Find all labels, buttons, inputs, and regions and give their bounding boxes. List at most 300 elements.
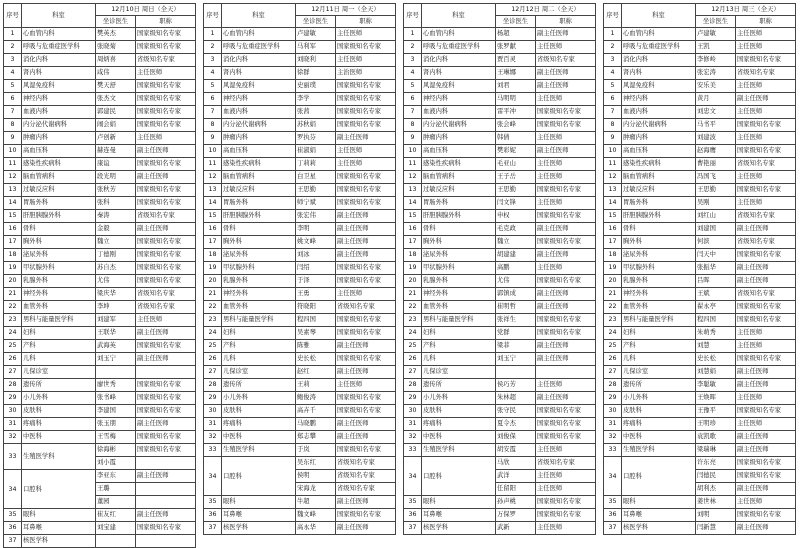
department-name: 儿保诊室 xyxy=(222,366,296,379)
department-name: 小儿外科 xyxy=(422,392,496,405)
doctor-name: 张书峰 xyxy=(96,392,136,405)
doctor-title: 副主任医师 xyxy=(136,353,196,366)
doctor-name: 赫连曼 xyxy=(96,145,136,158)
department-name: 胃肠外科 xyxy=(22,197,96,210)
table-row xyxy=(204,509,396,522)
doctor-title: 省级知名专家 xyxy=(536,457,596,470)
table-row xyxy=(604,327,796,340)
doctor-title: 国家级知名专家 xyxy=(336,80,396,93)
department-name: 心血管内科 xyxy=(422,28,496,41)
department-name: 眼科 xyxy=(622,496,696,509)
department-name: 儿保诊室 xyxy=(22,366,96,379)
doctor-name: 张振华 xyxy=(696,262,736,275)
table-row xyxy=(604,353,796,366)
doctor-name: 张晓菊 xyxy=(96,41,136,54)
table-row xyxy=(204,28,396,41)
doctor-title: 副主任医师 xyxy=(336,340,396,353)
doctor-name: 李建国 xyxy=(96,405,136,418)
table-row xyxy=(4,379,196,392)
table-row xyxy=(404,210,596,223)
doctor-name: 曹艳丽 xyxy=(696,158,736,171)
row-number: 12 xyxy=(604,171,622,184)
doctor-title: 国家级知名专家 xyxy=(336,314,396,327)
doctor-title: 主任医师 xyxy=(536,93,596,106)
table-row xyxy=(404,301,596,314)
row-number: 35 xyxy=(404,496,422,509)
doctor-name: 王斌 xyxy=(696,288,736,301)
doctor-name: 魏立 xyxy=(96,236,136,249)
department-name: 儿科 xyxy=(622,353,696,366)
department-name: 耳鼻喉 xyxy=(622,509,696,522)
doctor-name: 张杰文 xyxy=(96,93,136,106)
row-number: 23 xyxy=(404,314,422,327)
table-row xyxy=(404,67,596,80)
department-name: 肿瘤内科 xyxy=(622,132,696,145)
department-name: 骨科 xyxy=(222,223,296,236)
doctor-title: 省级知名专家 xyxy=(136,288,196,301)
doctor-name: 张祥生 xyxy=(496,314,536,327)
doctor-title: 国家级知名专家 xyxy=(736,301,796,314)
doctor-name: 朱林超 xyxy=(496,392,536,405)
row-number: 5 xyxy=(204,80,222,93)
department-name: 核医学科 xyxy=(622,522,696,535)
row-number: 9 xyxy=(404,132,422,145)
header-dept: 科室 xyxy=(422,4,496,28)
doctor-name: 李明 xyxy=(296,223,336,236)
department-name: 肾内科 xyxy=(222,67,296,80)
doctor-name: 周炳喜 xyxy=(96,54,136,67)
row-number: 20 xyxy=(404,275,422,288)
doctor-title: 主任医师 xyxy=(536,197,596,210)
department-name: 产科 xyxy=(22,340,96,353)
doctor-name: 卢建敏 xyxy=(296,28,336,41)
department-name: 中医科 xyxy=(22,431,96,444)
department-name: 内分泌代谢病科 xyxy=(22,119,96,132)
doctor-title: 主任医师 xyxy=(536,444,596,457)
row-number: 17 xyxy=(404,236,422,249)
doctor-name: 王联华 xyxy=(96,327,136,340)
doctor-name: 史长松 xyxy=(696,353,736,366)
doctor-name: 刘玉宁 xyxy=(496,353,536,366)
doctor-title: 副主任医师 xyxy=(536,67,596,80)
row-number: 3 xyxy=(204,54,222,67)
doctor-title: 主任医师 xyxy=(536,522,596,535)
doctor-title: 主任医师 xyxy=(736,496,796,509)
doctor-name: 程四国 xyxy=(696,314,736,327)
table-row xyxy=(604,522,796,535)
doctor-name: 胡建建 xyxy=(496,249,536,262)
doctor-title: 国家级知名专家 xyxy=(336,119,396,132)
doctor-title: 主任医师 xyxy=(136,314,196,327)
department-name: 核医学科 xyxy=(222,522,296,535)
row-number: 16 xyxy=(404,223,422,236)
table-row xyxy=(4,405,196,418)
header-dept: 科室 xyxy=(622,4,696,28)
doctor-title: 国家级知名专家 xyxy=(136,93,196,106)
doctor-title: 国家级知名专家 xyxy=(136,379,196,392)
department-name: 骨科 xyxy=(622,223,696,236)
row-number: 5 xyxy=(604,80,622,93)
doctor-title: 副主任医师 xyxy=(136,327,196,340)
table-row xyxy=(204,67,396,80)
department-name: 泌尿外科 xyxy=(22,249,96,262)
table-row xyxy=(604,158,796,171)
row-number: 3 xyxy=(404,54,422,67)
department-name: 血管外科 xyxy=(222,301,296,314)
doctor-name: 刘小霞 xyxy=(96,457,136,470)
doctor-name: 王豫平 xyxy=(696,405,736,418)
table-row xyxy=(204,431,396,444)
department-name: 儿保诊室 xyxy=(422,366,496,379)
row-number: 36 xyxy=(404,509,422,522)
department-name: 感染性疾病科 xyxy=(22,158,96,171)
doctor-title: 省级知名专家 xyxy=(136,301,196,314)
table-row xyxy=(4,171,196,184)
doctor-title: 国家级知名专家 xyxy=(336,405,396,418)
row-number: 26 xyxy=(204,353,222,366)
row-number: 32 xyxy=(204,431,222,444)
doctor-title: 国家级知名专家 xyxy=(736,54,796,67)
department-name: 男科与能量医学科 xyxy=(22,314,96,327)
row-number: 18 xyxy=(4,249,22,262)
table-row xyxy=(604,301,796,314)
row-number: 8 xyxy=(604,119,622,132)
row-number: 20 xyxy=(604,275,622,288)
doctor-title: 国家级知名专家 xyxy=(136,106,196,119)
row-number: 33 xyxy=(404,444,422,457)
department-name: 呼吸与危重症医学科 xyxy=(422,41,496,54)
doctor-name: 刘明 xyxy=(696,509,736,522)
department-name: 核医学科 xyxy=(422,522,496,535)
row-number: 30 xyxy=(204,405,222,418)
doctor-name: 梁菲 xyxy=(496,340,536,353)
row-number: 1 xyxy=(204,28,222,41)
table-row xyxy=(204,366,396,379)
doctor-name: 袁凯歌 xyxy=(696,431,736,444)
doctor-name: 牛超 xyxy=(296,496,336,509)
department-name: 内分泌代谢病科 xyxy=(222,119,296,132)
table-row xyxy=(604,145,796,158)
doctor-title: 国家级知名专家 xyxy=(136,80,196,93)
doctor-name: 罗执芬 xyxy=(296,132,336,145)
department-name: 乳腺外科 xyxy=(422,275,496,288)
table-row xyxy=(204,275,396,288)
table-row xyxy=(4,522,196,535)
row-number: 10 xyxy=(4,145,22,158)
row-number: 20 xyxy=(204,275,222,288)
doctor-title: 副主任医师 xyxy=(736,262,796,275)
doctor-name: 段光明 xyxy=(96,171,136,184)
doctor-name: 樊英杰 xyxy=(96,28,136,41)
schedule-day-2 xyxy=(203,3,396,535)
header-doctor: 坐诊医生 xyxy=(96,16,136,28)
row-number: 28 xyxy=(404,379,422,392)
department-name: 产科 xyxy=(622,340,696,353)
table-row xyxy=(4,54,196,67)
doctor-name: 卢建敏 xyxy=(696,28,736,41)
doctor-name: 翟永亭 xyxy=(696,301,736,314)
department-name: 血管外科 xyxy=(422,301,496,314)
department-name: 中医科 xyxy=(622,431,696,444)
row-number: 22 xyxy=(404,301,422,314)
doctor-name: 王思勤 xyxy=(296,184,336,197)
department-name: 妇科 xyxy=(622,327,696,340)
doctor-title: 国家级知名专家 xyxy=(736,314,796,327)
doctor-name: 何滨 xyxy=(696,236,736,249)
doctor-title: 国家级知名专家 xyxy=(536,314,596,327)
table-row xyxy=(404,366,596,379)
table-row xyxy=(404,54,596,67)
doctor-title: 主任医师 xyxy=(536,470,596,483)
table-row xyxy=(604,106,796,119)
department-name: 肾内科 xyxy=(622,67,696,80)
doctor-title xyxy=(136,366,196,379)
table-row xyxy=(4,67,196,80)
doctor-name: 王勇 xyxy=(296,288,336,301)
department-name: 骨科 xyxy=(422,223,496,236)
department-name: 内分泌代谢病科 xyxy=(422,119,496,132)
doctor-title: 主任医师 xyxy=(336,379,396,392)
header-title: 职称 xyxy=(336,16,396,28)
department-name: 遗传所 xyxy=(422,379,496,392)
row-number: 25 xyxy=(204,340,222,353)
row-number: 23 xyxy=(204,314,222,327)
table-row xyxy=(404,496,596,509)
doctor-title: 主任医师 xyxy=(736,28,796,41)
department-name: 中医科 xyxy=(222,431,296,444)
row-number: 17 xyxy=(4,236,22,249)
doctor-name: 安乐美 xyxy=(696,80,736,93)
doctor-title xyxy=(536,366,596,379)
doctor-name: 卢创新 xyxy=(96,132,136,145)
table-row xyxy=(4,275,196,288)
row-number: 5 xyxy=(4,80,22,93)
doctor-name: 王思勤 xyxy=(696,184,736,197)
row-number: 10 xyxy=(404,145,422,158)
doctor-name: 王明珍 xyxy=(696,418,736,431)
doctor-name: 张秋芳 xyxy=(96,184,136,197)
header-no: 序号 xyxy=(204,4,222,28)
department-name: 心血管内科 xyxy=(622,28,696,41)
row-number: 11 xyxy=(604,158,622,171)
doctor-title: 副主任医师 xyxy=(136,418,196,431)
table-row xyxy=(604,171,796,184)
doctor-name: 白卫星 xyxy=(296,171,336,184)
row-number: 2 xyxy=(4,41,22,54)
doctor-title: 国家级知名专家 xyxy=(536,405,596,418)
department-name: 血液内科 xyxy=(22,106,96,119)
doctor-name: 金毅 xyxy=(96,223,136,236)
department-name: 肝胆胰腺外科 xyxy=(22,210,96,223)
doctor-title: 国家级知名专家 xyxy=(536,210,596,223)
department-name: 泌尿外科 xyxy=(422,249,496,262)
doctor-name: 王思勤 xyxy=(496,184,536,197)
table-row xyxy=(604,288,796,301)
department-name: 内分泌代谢病科 xyxy=(622,119,696,132)
doctor-name: 黄月 xyxy=(696,93,736,106)
row-number: 11 xyxy=(404,158,422,171)
table-row xyxy=(4,535,196,548)
doctor-name: 许东亮 xyxy=(696,457,736,470)
doctor-name: 杨超 xyxy=(496,28,536,41)
row-number: 35 xyxy=(4,509,22,522)
doctor-name: 张罗献 xyxy=(496,41,536,54)
header-no: 序号 xyxy=(604,4,622,28)
doctor-title: 国家级知名专家 xyxy=(736,145,796,158)
doctor-name: 咸伟 xyxy=(96,67,136,80)
doctor-title: 副主任医师 xyxy=(536,249,596,262)
row-number: 36 xyxy=(4,522,22,535)
row-number: 15 xyxy=(604,210,622,223)
schedule-table xyxy=(603,3,796,535)
row-number: 7 xyxy=(4,106,22,119)
doctor-name: 郑志攀 xyxy=(296,431,336,444)
row-number: 6 xyxy=(604,93,622,106)
header-dept: 科室 xyxy=(222,4,296,28)
row-number: 14 xyxy=(604,197,622,210)
department-name: 小儿外科 xyxy=(222,392,296,405)
doctor-title: 副主任医师 xyxy=(736,431,796,444)
table-row xyxy=(404,41,596,54)
row-number: 26 xyxy=(4,353,22,366)
table-row xyxy=(204,379,396,392)
department-name: 胸外科 xyxy=(22,236,96,249)
department-name: 乳腺外科 xyxy=(222,275,296,288)
doctor-name: 闫文锋 xyxy=(496,197,536,210)
row-number: 13 xyxy=(4,184,22,197)
doctor-title: 副主任医师 xyxy=(136,145,196,158)
department-name: 皮肤科 xyxy=(222,405,296,418)
row-number: 1 xyxy=(404,28,422,41)
row-number: 31 xyxy=(204,418,222,431)
table-row xyxy=(404,145,596,158)
doctor-title: 省级知名专家 xyxy=(736,288,796,301)
table-row xyxy=(204,223,396,236)
department-name: 心血管内科 xyxy=(22,28,96,41)
row-number: 29 xyxy=(604,392,622,405)
table-row xyxy=(604,249,796,262)
doctor-title: 省级知名专家 xyxy=(336,470,396,483)
department-name: 小儿外科 xyxy=(22,392,96,405)
doctor-title: 省级知名专家 xyxy=(336,457,396,470)
table-row xyxy=(604,54,796,67)
row-number: 4 xyxy=(404,67,422,80)
doctor-title: 国家级知名专家 xyxy=(136,444,196,457)
doctor-name: 刘晓利 xyxy=(296,54,336,67)
table-row xyxy=(204,41,396,54)
department-name: 妇科 xyxy=(222,327,296,340)
table-row xyxy=(204,93,396,106)
doctor-name: 李亚东 xyxy=(96,470,136,483)
row-number: 24 xyxy=(4,327,22,340)
doctor-title: 主任医师 xyxy=(736,418,796,431)
row-number: 23 xyxy=(604,314,622,327)
row-number: 32 xyxy=(404,431,422,444)
doctor-name: 韩倩 xyxy=(496,132,536,145)
department-name: 胸外科 xyxy=(622,236,696,249)
department-name: 过敏反应科 xyxy=(22,184,96,197)
department-name: 儿科 xyxy=(22,353,96,366)
row-number: 15 xyxy=(4,210,22,223)
table-row xyxy=(604,28,796,41)
doctor-title: 国家级知名专家 xyxy=(136,184,196,197)
doctor-name: 李修岭 xyxy=(696,54,736,67)
doctor-title: 国家级知名专家 xyxy=(136,236,196,249)
doctor-title: 国家级知名专家 xyxy=(336,197,396,210)
doctor-title: 副主任医师 xyxy=(136,470,196,483)
doctor-title: 国家级知名专家 xyxy=(736,353,796,366)
department-name: 骨科 xyxy=(22,223,96,236)
row-number: 32 xyxy=(604,431,622,444)
department-name: 生殖医学科 xyxy=(622,444,696,457)
table-row xyxy=(4,197,196,210)
department-name: 口腔科 xyxy=(622,457,696,496)
doctor-name: 丁德刚 xyxy=(96,249,136,262)
department-name: 血管外科 xyxy=(622,301,696,314)
department-name: 耳鼻喉 xyxy=(22,522,96,535)
department-name: 血液内科 xyxy=(422,106,496,119)
row-number: 34 xyxy=(4,470,22,509)
department-name: 肿瘤内科 xyxy=(22,132,96,145)
row-number: 2 xyxy=(404,41,422,54)
row-number: 36 xyxy=(204,509,222,522)
header-date: 12月10日 周日（全天） xyxy=(96,4,196,16)
table-row xyxy=(4,249,196,262)
row-number: 18 xyxy=(404,249,422,262)
department-name: 甲状腺外科 xyxy=(422,262,496,275)
row-number: 21 xyxy=(4,288,22,301)
department-name: 消化内科 xyxy=(422,54,496,67)
department-name: 眼科 xyxy=(422,496,496,509)
row-number: 17 xyxy=(604,236,622,249)
row-number: 27 xyxy=(404,366,422,379)
table-row xyxy=(604,457,796,470)
doctor-name: 吕晖 xyxy=(696,275,736,288)
row-number: 12 xyxy=(4,171,22,184)
doctor-title: 国家级知名专家 xyxy=(136,197,196,210)
department-name: 高血压科 xyxy=(622,145,696,158)
doctor-name: 吴素琴 xyxy=(296,327,336,340)
department-name: 疼痛科 xyxy=(622,418,696,431)
doctor-name: 刘建波 xyxy=(696,132,736,145)
doctor-title: 主任医师 xyxy=(736,327,796,340)
schedule-day-3 xyxy=(403,3,596,535)
department-name: 男科与能量医学科 xyxy=(222,314,296,327)
row-number: 36 xyxy=(604,509,622,522)
department-name: 疼痛科 xyxy=(422,418,496,431)
department-name: 产科 xyxy=(422,340,496,353)
table-row xyxy=(604,223,796,236)
row-number: 21 xyxy=(404,288,422,301)
doctor-name: 吴东红 xyxy=(296,457,336,470)
doctor-title: 国家级知名专家 xyxy=(136,158,196,171)
doctor-title: 主任医师 xyxy=(536,379,596,392)
table-row xyxy=(604,197,796,210)
department-name: 儿科 xyxy=(422,353,496,366)
department-name: 小儿外科 xyxy=(622,392,696,405)
department-name: 胸外科 xyxy=(222,236,296,249)
department-name: 中医科 xyxy=(422,431,496,444)
table-row xyxy=(404,288,596,301)
doctor-name: 刘慧 xyxy=(696,340,736,353)
doctor-title: 国家级知名专家 xyxy=(136,41,196,54)
table-row xyxy=(4,93,196,106)
row-number: 8 xyxy=(204,119,222,132)
row-number: 33 xyxy=(204,444,222,457)
doctor-title: 主任医师 xyxy=(336,158,396,171)
doctor-title: 副主任医师 xyxy=(336,496,396,509)
department-name: 皮肤科 xyxy=(22,405,96,418)
